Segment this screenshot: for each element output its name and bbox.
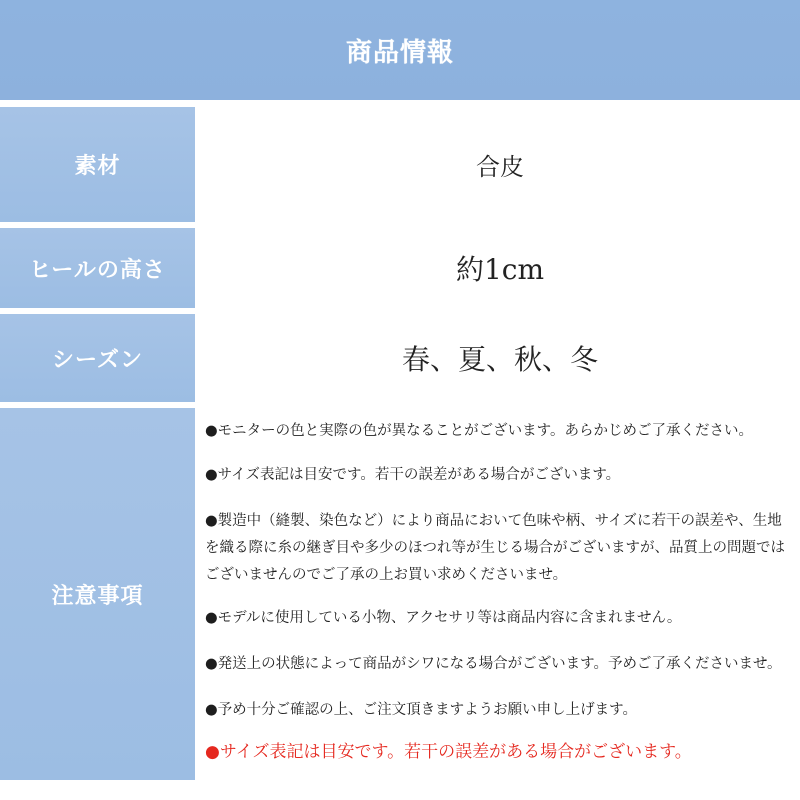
- row-value: 春、夏、秋、冬: [401, 343, 598, 376]
- row-value-cell: [200, 228, 800, 308]
- row-value: 約1cm: [455, 253, 545, 286]
- note-item: ●サイズ表記は目安です。若干の誤差がある場合がございます。: [205, 467, 621, 483]
- note-item: ●製造中（縫製、染色など）により商品において色味や柄、サイズに若干の誤差や、生地を織る際に糸の継ぎ目や多少のほつれ等が生じる場合がございますが、品質上の問題ではございませんのでご了承の上お買い求めくださいませ。: [205, 513, 785, 583]
- row-material: [0, 107, 800, 222]
- row-value: 合皮: [476, 153, 524, 181]
- note-item: ●モニターの色と実際の色が異なることがございます。あらかじめご了承ください。: [205, 423, 753, 439]
- row-season: [0, 314, 800, 402]
- table-header: [0, 0, 800, 100]
- note-item-highlight: ●サイズ表記は目安です。若干の誤差がある場合がございます。: [205, 742, 692, 762]
- row-notes: [0, 408, 800, 780]
- row-value-cell: [200, 314, 800, 402]
- note-item: ●予め十分ご確認の上、ご注文頂きますようお願い申し上げます。: [205, 702, 637, 718]
- note-item: ●発送上の状態によって商品がシワになる場合がございます。予めご了承くださいませ。: [205, 656, 782, 672]
- row-label-cell: [0, 107, 195, 222]
- row-label: ヒールの高さ: [29, 256, 166, 283]
- row-label: 注意事項: [51, 582, 144, 609]
- notes-list: [200, 408, 800, 780]
- row-heel-height: [0, 228, 800, 308]
- note-item: ●モデルに使用している小物、アクセサリ等は商品内容に含まれません。: [205, 610, 682, 626]
- row-label: 素材: [74, 153, 121, 179]
- row-value-cell: [200, 107, 800, 222]
- row-label-cell: [0, 228, 195, 308]
- row-label: シーズン: [52, 346, 143, 373]
- row-label-cell: [0, 314, 195, 402]
- table-title: 商品情報: [345, 37, 454, 68]
- row-label-cell: [0, 408, 195, 780]
